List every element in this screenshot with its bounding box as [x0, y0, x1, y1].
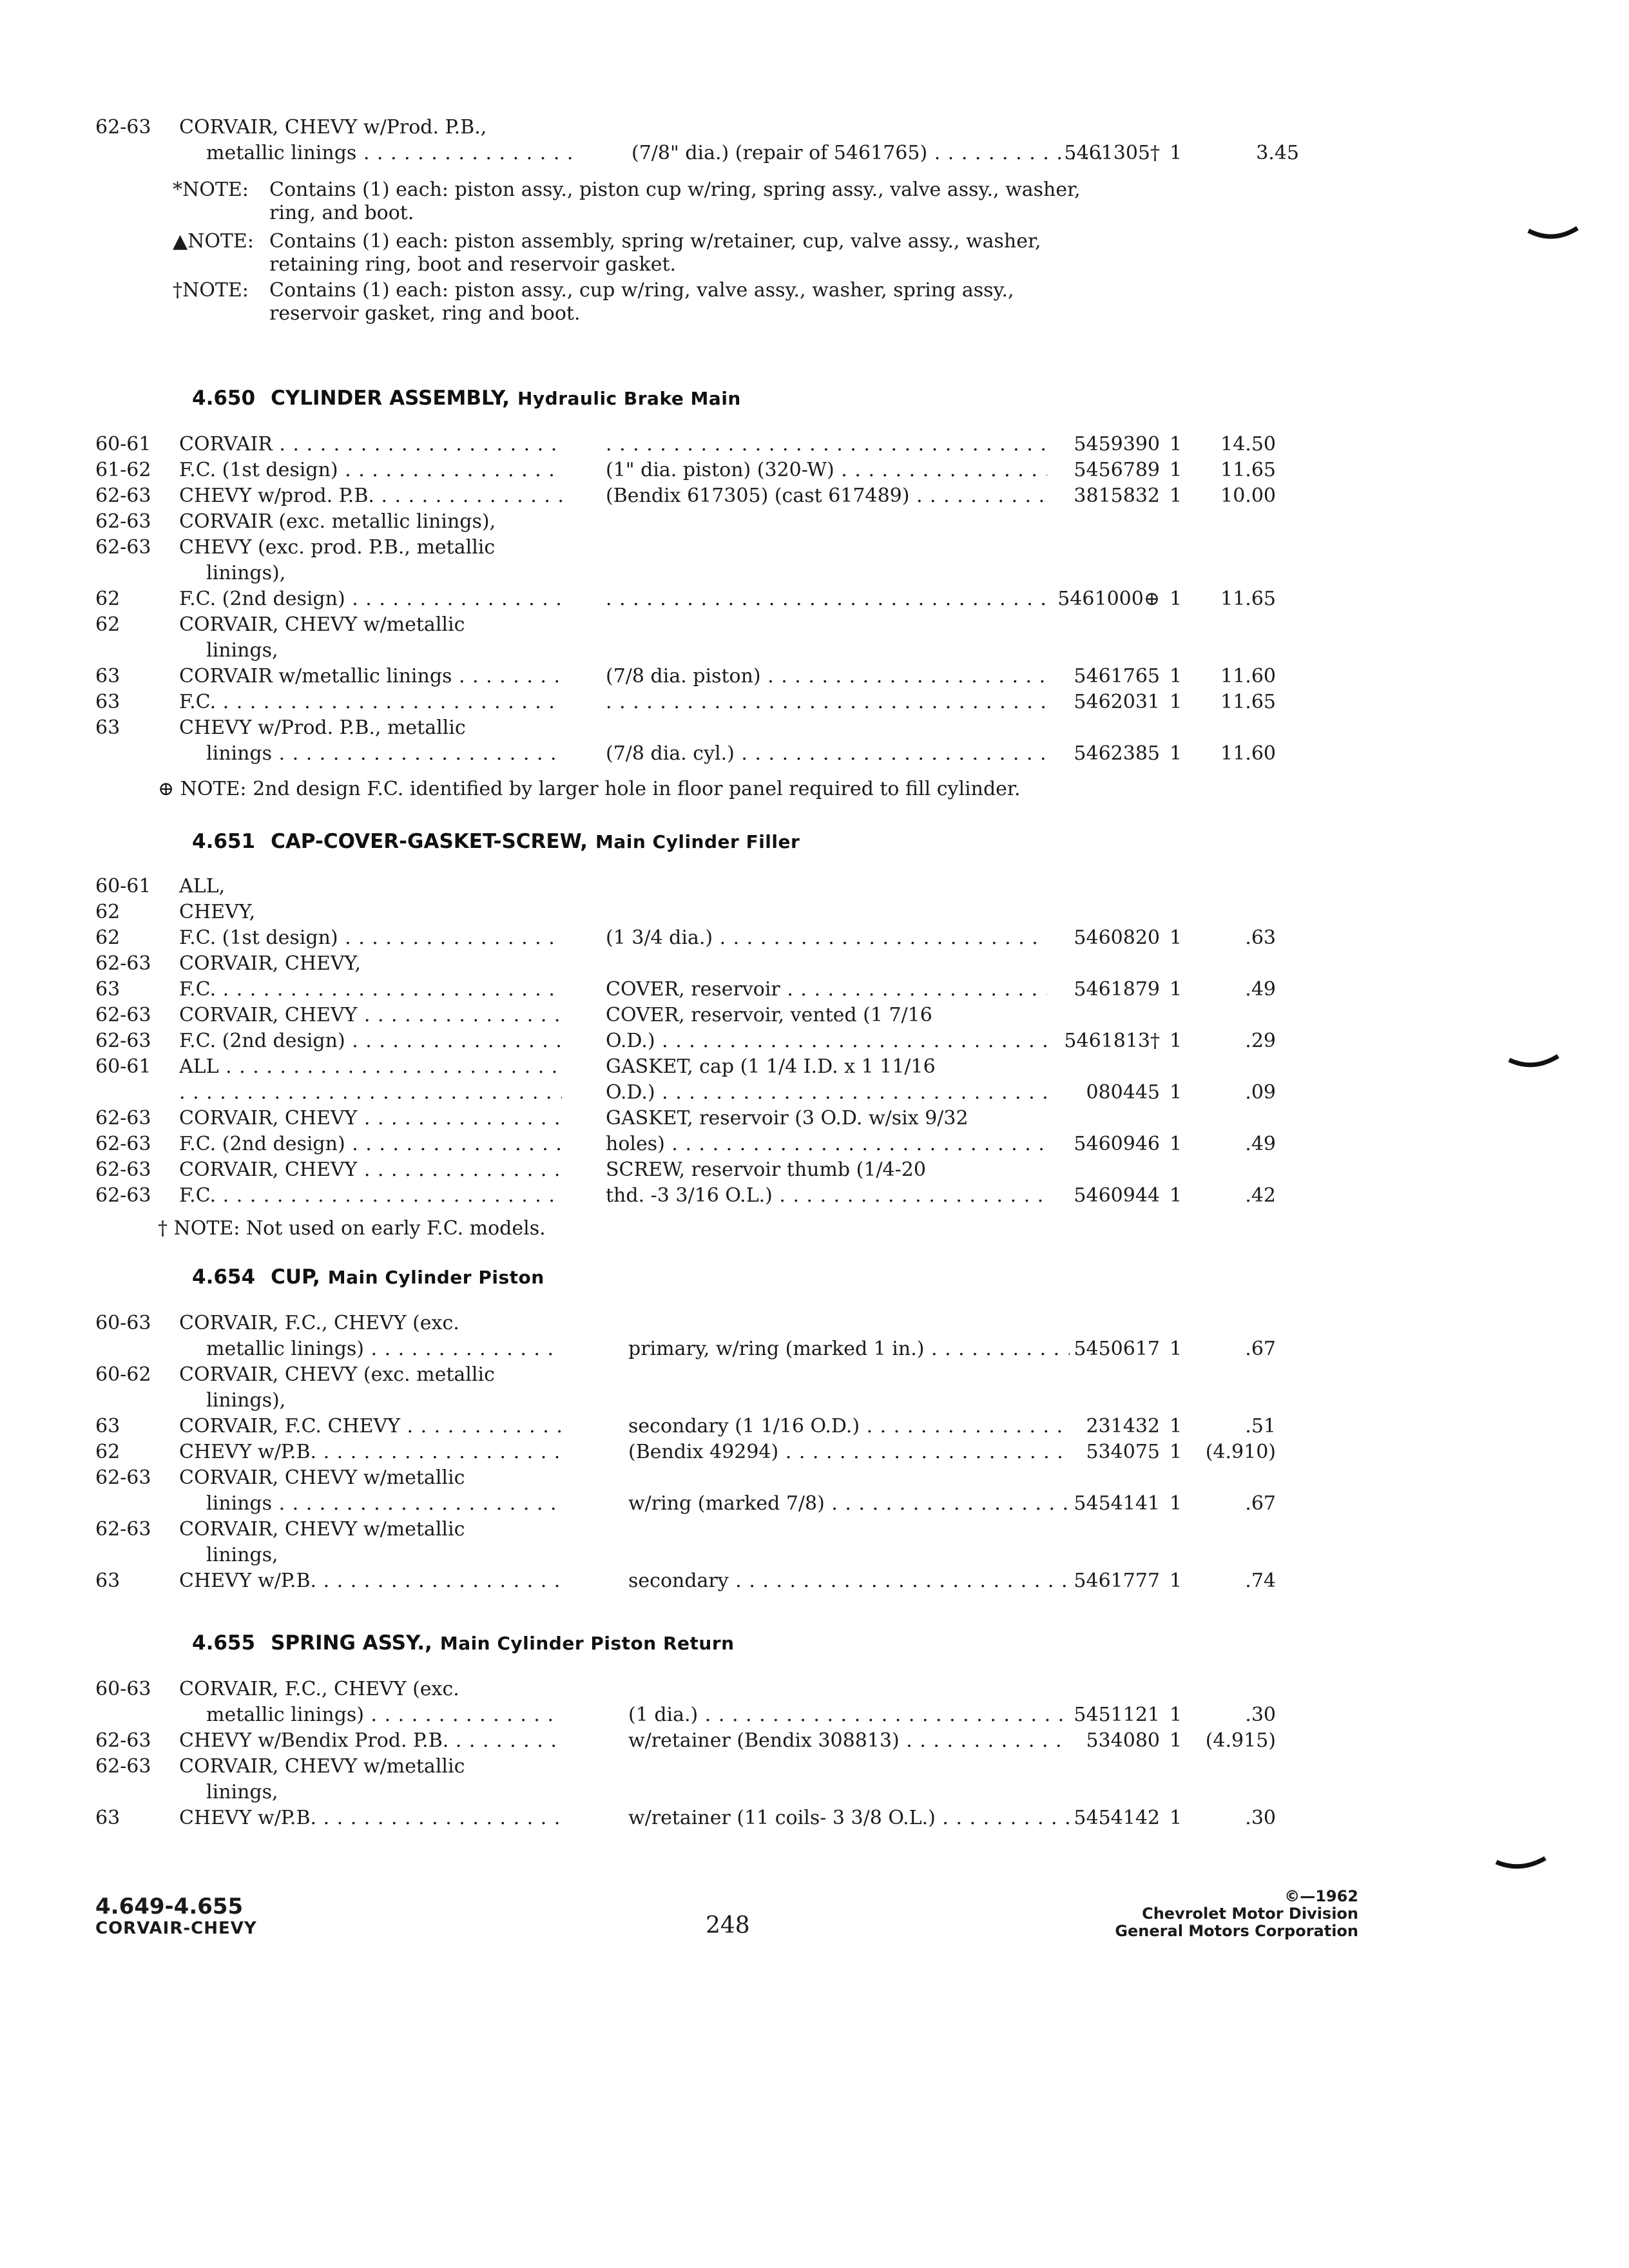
description-cell: w/retainer (Bendix 308813) . . .	[628, 1728, 1070, 1754]
year-cell: 62-63	[95, 1184, 151, 1207]
table-row	[0, 1542, 1629, 1568]
quantity-cell: 1	[1170, 742, 1182, 765]
price-cell: 10.00	[1220, 485, 1276, 507]
model-cell: CHEVY (exc. prod. P.B., metallic	[179, 536, 496, 559]
quantity-cell: 1	[1170, 433, 1182, 456]
price-cell: 11.60	[1220, 665, 1276, 687]
part-number-cell: 5461777	[1074, 1570, 1160, 1592]
description-cell: w/retainer (11 coils- 3 3/8 O.L.) . . .	[628, 1805, 1070, 1831]
description-cell: (1 3/4 dia.) . . .	[606, 925, 1047, 951]
part-number-cell: 5462031	[1074, 691, 1160, 713]
section-subtitle: Main Cylinder Filler	[595, 831, 800, 852]
model-cell: F.C. . . .	[179, 1183, 562, 1209]
table-row	[0, 1003, 1629, 1028]
description-cell: holes) . . .	[606, 1131, 1047, 1157]
table-row	[0, 1131, 1629, 1157]
year-cell: 62-63	[95, 1133, 151, 1155]
quantity-cell: 1	[1170, 459, 1182, 481]
model-cell: CHEVY w/Prod. P.B., metallic	[179, 716, 466, 739]
table-row	[0, 1414, 1629, 1439]
section-subtitle: Main Cylinder Piston Return	[439, 1633, 735, 1654]
table-row	[0, 612, 1629, 638]
description-cell: (7/8 dia. cyl.) . . .	[606, 741, 1047, 767]
price-cell: 14.50	[1220, 433, 1276, 456]
quantity-cell: 1	[1170, 1807, 1182, 1829]
year-cell: 62-63	[95, 1466, 151, 1489]
binding-mark	[1495, 1856, 1547, 1875]
price-cell: .42	[1245, 1184, 1276, 1207]
year-cell: 62-63	[95, 1755, 151, 1778]
year-cell: 63	[95, 691, 120, 713]
section-heading	[192, 829, 800, 855]
model-cell: F.C. (1st design) . . .	[179, 457, 562, 483]
quantity-cell: 1	[1170, 1184, 1182, 1207]
section-title: CAP-COVER-GASKET-SCREW,	[271, 830, 588, 853]
copyright: ©—1962	[1284, 1887, 1358, 1905]
part-number: 5461305†	[1064, 142, 1160, 164]
section-heading	[192, 385, 741, 412]
table-row	[0, 1054, 1629, 1080]
quantity-cell: 1	[1170, 588, 1182, 610]
year-cell: 62-63	[95, 510, 151, 533]
table-row	[0, 1702, 1629, 1728]
section-title: CUP,	[271, 1265, 320, 1289]
part-number-cell: 5454142	[1074, 1807, 1160, 1829]
model: CORVAIR, CHEVY w/Prod. P.B.,	[179, 116, 487, 139]
model-cell: CHEVY w/P.B. . . .	[179, 1805, 562, 1831]
quantity-cell: 1	[1170, 485, 1182, 507]
year-cell: 62-63	[95, 485, 151, 507]
model-cell: CORVAIR . . .	[179, 432, 562, 457]
year-cell: 62-63	[95, 952, 151, 975]
price-cell: .74	[1245, 1570, 1276, 1592]
year-cell: 60-62	[95, 1363, 151, 1386]
section-number: 4.654	[192, 1265, 256, 1289]
part-number-cell: 3815832	[1074, 485, 1160, 507]
part-number-cell: 080445	[1086, 1081, 1160, 1104]
year-cell: 60-61	[95, 1055, 151, 1078]
description: (7/8" dia.) (repair of 5461765) . . .	[631, 140, 1108, 166]
part-number-cell: 5460946	[1074, 1133, 1160, 1155]
part-number-cell: 5456789	[1074, 459, 1160, 481]
section-heading	[192, 1264, 545, 1291]
part-number-cell: 5462385	[1074, 742, 1160, 765]
footer-right	[1115, 1888, 1358, 1940]
price-cell: .51	[1245, 1415, 1276, 1437]
quantity-cell: 1	[1170, 1338, 1182, 1360]
year-cell: 60-61	[95, 875, 151, 898]
model-cell: CORVAIR, CHEVY . . .	[179, 1157, 562, 1183]
quantity-cell: 1	[1170, 1570, 1182, 1592]
table-row	[0, 1106, 1629, 1131]
table-row	[0, 1336, 1629, 1362]
year-cell: 62-63	[95, 1158, 151, 1181]
description-cell: primary, w/ring (marked 1 in.) . . .	[628, 1336, 1070, 1362]
part-number-cell: 5451121	[1074, 1704, 1160, 1726]
section-note: ⊕ NOTE: 2nd design F.C. identified by larger hole in floor panel required to fill cylinder.	[158, 778, 1021, 800]
year-cell: 62	[95, 588, 120, 610]
year-cell: 60-63	[95, 1312, 151, 1334]
table-row	[0, 899, 1629, 925]
year-cell: 62-63	[95, 1729, 151, 1752]
model-cell: linings . . .	[206, 741, 562, 767]
table-row	[0, 1362, 1629, 1388]
model-cell: linings),	[206, 1389, 286, 1412]
price-cell: (4.915)	[1205, 1729, 1276, 1752]
model-cell: metallic linings) . . .	[206, 1336, 562, 1362]
table-row	[0, 1754, 1629, 1780]
year-cell: 62-63	[95, 1004, 151, 1026]
part-number-cell: 5454141	[1074, 1492, 1160, 1515]
description-cell: secondary (1 1/16 O.D.) . . .	[628, 1414, 1070, 1439]
year-cell: 62	[95, 901, 120, 923]
model-cell: F.C. . . .	[179, 689, 562, 715]
model-cell: CORVAIR, F.C., CHEVY (exc.	[179, 1312, 459, 1334]
price-cell: .30	[1245, 1807, 1276, 1829]
footer-code: 4.649-4.655	[95, 1894, 244, 1919]
note-text: retaining ring, boot and reservoir gasket.	[269, 253, 677, 276]
quantity-cell: 1	[1170, 978, 1182, 1001]
corporation: General Motors Corporation	[1115, 1922, 1358, 1940]
quantity-cell: 1	[1170, 665, 1182, 687]
top-entry-line1	[0, 115, 1629, 140]
model-cell: CORVAIR, CHEVY (exc. metallic	[179, 1363, 495, 1386]
quantity-cell: 1	[1170, 1133, 1182, 1155]
price-cell: .49	[1245, 1133, 1276, 1155]
table-row	[0, 1183, 1629, 1209]
top-entry-line2	[0, 140, 1629, 166]
year-cell: 62	[95, 927, 120, 949]
model-cell: CORVAIR, CHEVY w/metallic	[179, 613, 465, 636]
table-row	[0, 1517, 1629, 1542]
description-cell: COVER, reservoir . . .	[606, 977, 1047, 1003]
description-cell: (1 dia.) . . .	[628, 1702, 1070, 1728]
model-cell: linings),	[206, 562, 286, 584]
model-cell: CHEVY w/Bendix Prod. P.B. . . .	[179, 1728, 562, 1754]
note-label: *NOTE:	[173, 178, 249, 201]
year-cell: 60-63	[95, 1678, 151, 1700]
model-cell: linings,	[206, 639, 278, 662]
note-text: Contains (1) each: piston assembly, spring w/retainer, cup, valve assy., washer,	[269, 230, 1041, 253]
part-number-cell: 5460820	[1074, 927, 1160, 949]
model-cell: CORVAIR, F.C., CHEVY (exc.	[179, 1678, 459, 1700]
description-cell: thd. -3 3/16 O.L.) . . .	[606, 1183, 1047, 1209]
table-row	[0, 1780, 1629, 1805]
model-cell: linings . . .	[206, 1491, 562, 1517]
section-title: CYLINDER ASSEMBLY,	[271, 387, 510, 410]
model-cell: linings,	[206, 1781, 278, 1803]
price-cell: 11.65	[1220, 588, 1276, 610]
part-number-cell: 5461000⊕	[1057, 588, 1160, 610]
price-cell: 11.60	[1220, 742, 1276, 765]
part-number-cell: 5450617	[1074, 1338, 1160, 1360]
price-cell: .63	[1245, 927, 1276, 949]
note-text: ring, and boot.	[269, 202, 414, 224]
year-cell: 63	[95, 1415, 120, 1437]
model-cell: CHEVY,	[179, 901, 256, 923]
division: Chevrolet Motor Division	[1142, 1905, 1358, 1923]
price-cell: 11.65	[1220, 459, 1276, 481]
quantity-cell: 1	[1170, 1030, 1182, 1052]
model-cell	[179, 1080, 562, 1106]
year-cell: 60-61	[95, 433, 151, 456]
description-cell: (1" dia. piston) (320-W) . . .	[606, 457, 1047, 483]
table-row	[0, 1465, 1629, 1491]
table-row	[0, 1677, 1629, 1702]
table-row	[0, 1728, 1629, 1754]
model-cell: CORVAIR, CHEVY . . .	[179, 1003, 562, 1028]
quantity: 1	[1170, 142, 1182, 164]
year-cell: 61-62	[95, 459, 151, 481]
section-subtitle: Main Cylinder Piston	[327, 1267, 545, 1288]
price-cell: .09	[1245, 1081, 1276, 1104]
quantity-cell: 1	[1170, 1492, 1182, 1515]
model-cell: CORVAIR w/metallic linings . . .	[179, 664, 562, 689]
price-cell: .67	[1245, 1338, 1276, 1360]
part-number-cell: 5461765	[1074, 665, 1160, 687]
section-title: SPRING ASSY.,	[271, 1631, 432, 1655]
year-cell: 63	[95, 1807, 120, 1829]
model-cell: CHEVY w/P.B. . . .	[179, 1568, 562, 1594]
table-row	[0, 1157, 1629, 1183]
section-number: 4.650	[192, 387, 256, 410]
model-cell: CORVAIR, CHEVY w/metallic	[179, 1466, 465, 1489]
table-row	[0, 977, 1629, 1003]
note-label: ▲NOTE:	[173, 230, 254, 253]
table-row	[0, 586, 1629, 612]
table-row	[0, 509, 1629, 535]
table-row	[0, 1439, 1629, 1465]
section-note: † NOTE: Not used on early F.C. models.	[158, 1217, 546, 1240]
table-row	[0, 951, 1629, 977]
model-cell: F.C. (2nd design) . . .	[179, 1131, 562, 1157]
year-cell: 62-63	[95, 1107, 151, 1129]
quantity-cell: 1	[1170, 927, 1182, 949]
description-cell: COVER, reservoir, vented (1 7/16	[606, 1004, 932, 1026]
description-cell: O.D.) . . .	[606, 1080, 1047, 1106]
year-cell: 63	[95, 1570, 120, 1592]
model: metallic linings . . .	[206, 140, 574, 166]
price-cell: .29	[1245, 1030, 1276, 1052]
table-row	[0, 741, 1629, 767]
model-cell: CORVAIR, CHEVY w/metallic	[179, 1755, 465, 1778]
model-cell: F.C. (1st design) . . .	[179, 925, 562, 951]
table-row	[0, 1388, 1629, 1414]
binding-mark	[1508, 1053, 1559, 1073]
quantity-cell: 1	[1170, 1081, 1182, 1104]
quantity-cell: 1	[1170, 1729, 1182, 1752]
table-row	[0, 432, 1629, 457]
model-cell: F.C. (2nd design) . . .	[179, 586, 562, 612]
table-row	[0, 664, 1629, 689]
price-cell: .49	[1245, 978, 1276, 1001]
section-number: 4.651	[192, 830, 256, 853]
description-cell: GASKET, reservoir (3 O.D. w/six 9/32	[606, 1107, 969, 1129]
part-number-cell: 5461813†	[1064, 1030, 1160, 1052]
model-cell: metallic linings) . . .	[206, 1702, 562, 1728]
price-cell: .67	[1245, 1492, 1276, 1515]
footer-subtitle: CORVAIR-CHEVY	[95, 1919, 257, 1938]
table-row	[0, 925, 1629, 951]
table-row	[0, 1805, 1629, 1831]
year-cell: 62-63	[95, 536, 151, 559]
table-row	[0, 1491, 1629, 1517]
description-cell	[606, 432, 1047, 457]
description-cell: SCREW, reservoir thumb (1/4-20	[606, 1158, 926, 1181]
year: 62-63	[95, 116, 151, 139]
table-row	[0, 1568, 1629, 1594]
model-cell: CORVAIR, CHEVY,	[179, 952, 361, 975]
model-cell: CHEVY w/P.B. . . .	[179, 1439, 562, 1465]
note-text: Contains (1) each: piston assy., piston cup w/ring, spring assy., valve assy., washer,	[269, 178, 1081, 201]
model-cell: CORVAIR, CHEVY . . .	[179, 1106, 562, 1131]
part-number-cell: 5460944	[1074, 1184, 1160, 1207]
description-cell	[606, 586, 1047, 612]
section-number: 4.655	[192, 1631, 256, 1655]
table-row	[0, 689, 1629, 715]
table-row	[0, 1080, 1629, 1106]
year-cell: 62	[95, 613, 120, 636]
quantity-cell: 1	[1170, 1415, 1182, 1437]
year-cell: 62-63	[95, 1030, 151, 1052]
description-cell: (7/8 dia. piston) . . .	[606, 664, 1047, 689]
description-cell: secondary . . .	[628, 1568, 1070, 1594]
model-cell: CHEVY w/prod. P.B. . . .	[179, 483, 562, 509]
quantity-cell: 1	[1170, 1441, 1182, 1463]
quantity-cell: 1	[1170, 691, 1182, 713]
table-row	[0, 638, 1629, 664]
table-row	[0, 483, 1629, 509]
table-row	[0, 1311, 1629, 1336]
description-cell: (Bendix 617305) (cast 617489) . . .	[606, 483, 1047, 509]
price-cell: .30	[1245, 1704, 1276, 1726]
note-label: †NOTE:	[173, 279, 249, 302]
quantity-cell: 1	[1170, 1704, 1182, 1726]
table-row	[0, 457, 1629, 483]
description-cell: O.D.) . . .	[606, 1028, 1047, 1054]
model-cell: F.C. (2nd design) . . .	[179, 1028, 562, 1054]
year-cell: 62-63	[95, 1518, 151, 1541]
year-cell: 63	[95, 716, 120, 739]
note-text: Contains (1) each: piston assy., cup w/ring, valve assy., washer, spring assy.,	[269, 279, 1014, 302]
description-cell: GASKET, cap (1 1/4 I.D. x 1 11/16	[606, 1055, 936, 1078]
price: 3.45	[1256, 142, 1299, 164]
description-cell: (Bendix 49294) . . .	[628, 1439, 1070, 1465]
part-number-cell: 534075	[1086, 1441, 1160, 1463]
model-cell: F.C. . . .	[179, 977, 562, 1003]
model-cell: CORVAIR, CHEVY w/metallic	[179, 1518, 465, 1541]
part-number-cell: 534080	[1086, 1729, 1160, 1752]
footer-left	[95, 1894, 257, 1938]
price-cell: (4.910)	[1205, 1441, 1276, 1463]
table-row	[0, 561, 1629, 586]
part-number-cell: 5459390	[1074, 433, 1160, 456]
model-cell: ALL,	[179, 875, 226, 898]
section-heading	[192, 1630, 735, 1657]
page-number: 248	[706, 1912, 750, 1939]
part-number-cell: 231432	[1086, 1415, 1160, 1437]
description-cell: w/ring (marked 7/8) . . .	[628, 1491, 1070, 1517]
year-cell: 62	[95, 1441, 120, 1463]
model-cell: CORVAIR (exc. metallic linings),	[179, 510, 496, 533]
table-row	[0, 1028, 1629, 1054]
model-cell: ALL . . .	[179, 1054, 562, 1080]
year-cell: 63	[95, 978, 120, 1001]
note-text: reservoir gasket, ring and boot.	[269, 302, 581, 325]
table-row	[0, 535, 1629, 561]
section-subtitle: Hydraulic Brake Main	[517, 388, 741, 409]
description-cell	[606, 689, 1047, 715]
binding-mark	[1527, 226, 1579, 245]
table-row	[0, 874, 1629, 899]
year-cell: 63	[95, 665, 120, 687]
model-cell: CORVAIR, F.C. CHEVY . . .	[179, 1414, 562, 1439]
model-cell: linings,	[206, 1544, 278, 1566]
table-row	[0, 715, 1629, 741]
price-cell: 11.65	[1220, 691, 1276, 713]
part-number-cell: 5461879	[1074, 978, 1160, 1001]
